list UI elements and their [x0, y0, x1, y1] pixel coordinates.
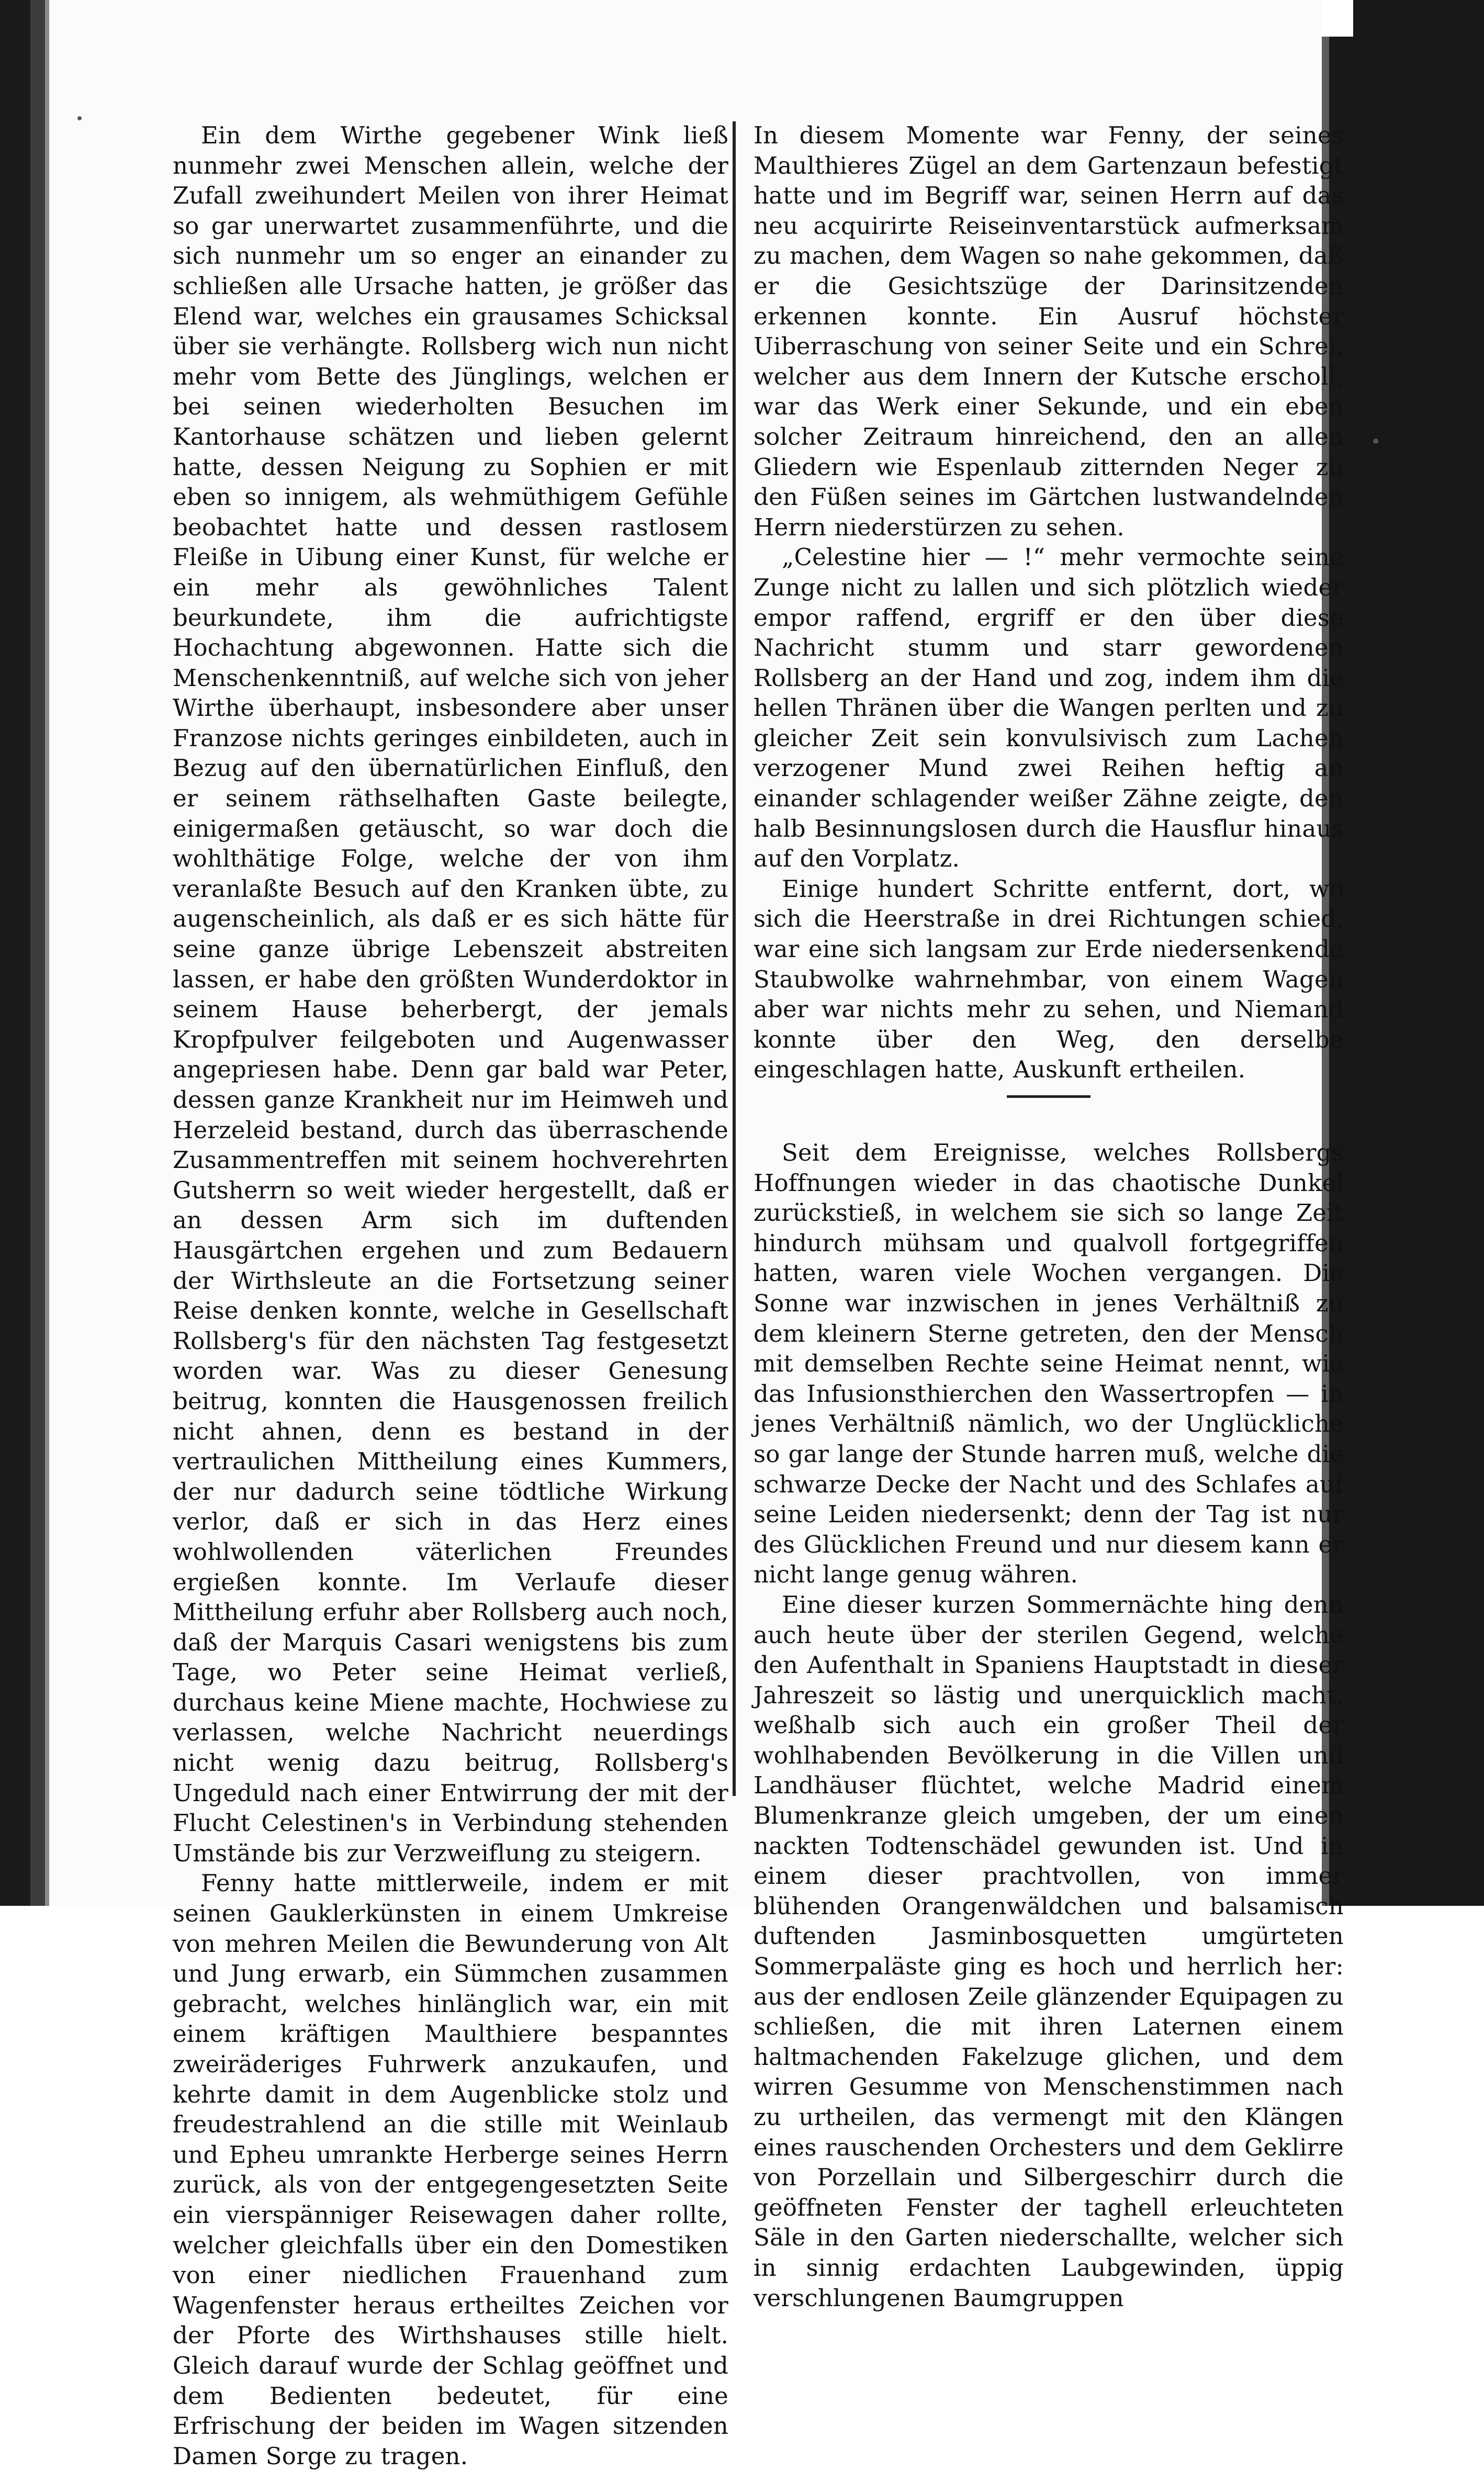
section-divider [1007, 1095, 1090, 1098]
scan-left-border [0, 0, 30, 1906]
scan-right-corner [1322, 0, 1353, 37]
scan-speck [1373, 439, 1378, 444]
right-paragraph-2: „Celestine hier — !“ mehr vermochte seine Zunge nicht zu lallen und sich plötzlich wieder empor raffend, ergriff er den über diese Nachricht stumm und starr gewordenen Rollsberg an der Hand und zog, indem ihm die hellen Thränen über die Wangen perlten und zu gleicher Zeit sein konvulsivisch zum Lachen verzogener Mund zwei Reihen heftig an einander schlagender weißer Zähne zeigte, den halb Besinnungslosen durch die Hausflur hinaus auf den Vorplatz. [754, 543, 1344, 873]
right-paragraph-1: In diesem Momente war Fenny, der seines Maulthieres Zügel an dem Gartenzaun befestigt hatte und im Begriff war, seinen Herrn auf das neu acquirirte Reiseinventarstück aufmerksam zu machen, dem Wagen so nahe gekommen, daß er die Gesichtszüge der Darinsitzenden erkennen konnte. Ein Ausruf höchster Uiberraschung von seiner Seite und ein Schrei, welcher aus dem Innern der Kutsche erscholl, war das Werk einer Sekunde, und ein eben solcher Zeitraum hinreichend, den an allen Gliedern wie Espenlaub zitternden Neger zu den Füßen seines im Gärtchen lustwandelnden Herrn niederstürzen zu sehen. [754, 121, 1344, 541]
page-edge-left [45, 0, 49, 1906]
scan-left-shadow [30, 0, 45, 1906]
right-paragraph-4: Seit dem Ereignisse, welches Rollsbergs Hoffnungen wieder in das chaotische Dunkel zurückstieß, in welchem sie sich so lange Zeit hindurch mühsam und qualvoll fortgegriffen hatten, waren viele Wochen vergangen. Die Sonne war inzwischen in jenes Verhältniß zu dem kleinern Sterne getreten, den der Mensch mit demselben Rechte seine Heimat nennt, wie das Infusionsthierchen den Wassertropfen — in jenes Verhältniß nämlich, wo der Unglückliche so gar lange der Stunde harren muß, welche die schwarze Decke der Nacht und des Schlafes auf seine Leiden niedersenkt; denn der Tag ist nur des Glücklichen Freund und nur diesem kann er nicht lange genug währen. [754, 1139, 1344, 1589]
scan-speck [77, 116, 82, 120]
column-divider [733, 121, 736, 1796]
right-column [754, 120, 1344, 2313]
left-paragraph-2: Fenny hatte mittlerweile, indem er mit seinen Gauklerkünsten in einem Umkreise von mehren Meilen die Bewunderung von Alt und Jung erwarb, ein Sümmchen zusammen gebracht, welches hinlänglich war, ein mit einem kräftigen Maulthiere bespanntes zweiräderiges Fuhrwerk anzukaufen, und kehrte damit in dem Augenblicke stolz und freudestrahlend an die stille mit Weinlaub und Epheu umrankte Herberge seines Herrn zurück, als von der entgegengesetzten Seite ein vierspänniger Reisewagen daher rollte, welcher gleichfalls über ein den Domestiken von einer niedlichen Frauenhand zum Wagenfenster heraus ertheiltes Zeichen vor der Pforte des Wirthshauses stille hielt. Gleich darauf wurde der Schlag geöffnet und dem Bedienten bedeutet, für eine Erfrischung der beiden im Wagen sitzenden Damen Sorge zu tragen. [173, 1869, 728, 2470]
right-paragraph-5: Eine dieser kurzen Sommernächte hing denn auch heute über der sterilen Gegend, welche den Aufenthalt in Spaniens Hauptstadt in dieser Jahreszeit so lästig und unerquicklich macht, weßhalb sich auch ein großer Theil der wohlhabenden Bevölkerung in die Villen und Landhäuser flüchtet, welche Madrid einem Blumenkranze gleich umgeben, der um einen nackten Todtenschädel gewunden ist. Und in einem dieser prachtvollen, von immer blühenden Orangenwäldchen und balsamisch duftenden Jasminbosquetten umgürteten Sommerpaläste ging es hoch und herrlich her: aus der endlosen Zeile glänzender Equipagen zu schließen, die mit ihren Laternen einem haltmachenden Fakelzuge glichen, und dem wirren Gesumme von Menschenstimmen nach zu urtheilen, das vermengt mit den Klängen eines rauschenden Orchesters und dem Geklirre von Porzellain und Silbergeschirr durch die geöffneten Fenster der taghell erleuchteten Säle in den Garten niederschallte, welcher sich in sinnig erdachten Laubgewinden, üppig verschlungenen Baumgruppen [754, 1590, 1344, 2312]
left-column [173, 120, 728, 2471]
left-paragraph-1: Ein dem Wirthe gegebener Wink ließ nunmehr zwei Menschen allein, welche der Zufall zweihundert Meilen von ihrer Heimat so gar unerwartet zusammenführte, und die sich nunmehr um so enger an einander zu schließen alle Ursache hatten, je größer das Elend war, welches ein grausames Schicksal über sie verhängte. Rollsberg wich nun nicht mehr vom Bette des Jünglings, welchen er bei seinen wiederholten Besuchen im Kantorhause schätzen und lieben gelernt hatte, dessen Neigung zu Sophien er mit eben so innigem, als wehmüthigem Gefühle beobachtet hatte und dessen rastlosem Fleiße in Uibung einer Kunst, für welche er ein mehr als gewöhnliches Talent beurkundete, ihm die aufrichtigste Hochachtung abgewonnen. Hatte sich die Menschenkenntniß, auf welche sich von jeher Wirthe überhaupt, insbesondere aber unser Franzose nichts geringes einbildeten, auch in Bezug auf den übernatürlichen Einfluß, den er seinem räthselhaften Gaste beilegte, einigermaßen getäuscht, so war doch die wohlthätige Folge, welche der von ihm veranlaßte Besuch auf den Kranken übte, zu augenscheinlich, als daß er es sich hätte für seine ganze übrige Lebenszeit abstreiten lassen, er habe den größten Wunderdoktor in seinem Hause beherbergt, der jemals Kropfpulver feilgeboten und Augenwasser angepriesen habe. Denn gar bald war Peter, dessen ganze Krankheit nur im Heimweh und Herzeleid bestand, durch das überraschende Zusammentreffen mit seinem hochverehrten Gutsherrn so weit wieder hergestellt, daß er an dessen Arm sich im duftenden Hausgärtchen ergehen und zum Bedauern der Wirthsleute an die Fortsetzung seiner Reise denken konnte, welche in Gesellschaft Rollsberg's für den nächsten Tag festgesetzt worden war. Was zu dieser Genesung beitrug, konnten die Hausgenossen freilich nicht ahnen, denn es bestand in der vertraulichen Mittheilung eines Kummers, der nur dadurch seine tödtliche Wirkung verlor, daß er sich in das Herz eines wohlwollenden väterlichen Freundes ergießen konnte. Im Verlaufe dieser Mittheilung erfuhr aber Rollsberg auch noch, daß der Marquis Casari wenigstens bis zum Tage, wo Peter seine Heimat verließ, durchaus keine Miene machte, Hochwiese zu verlassen, welche Nachricht neuerdings nicht wenig dazu beitrug, Rollsberg's Ungeduld nach einer Entwirrung der mit der Flucht Celestinen's in Verbindung stehenden Umstände bis zur Verzweiflung zu steigern. [173, 121, 728, 1867]
right-paragraph-3: Einige hundert Schritte entfernt, dort, wo sich die Heerstraße in drei Richtungen schied, war eine sich langsam zur Erde niedersenkende Staubwolke wahrnehmbar, von einem Wagen aber war nichts mehr zu sehen, und Niemand konnte über den Weg, den derselbe eingeschlagen hatte, Auskunft ertheilen. [754, 874, 1344, 1084]
scan-right-border [1322, 0, 1484, 1906]
